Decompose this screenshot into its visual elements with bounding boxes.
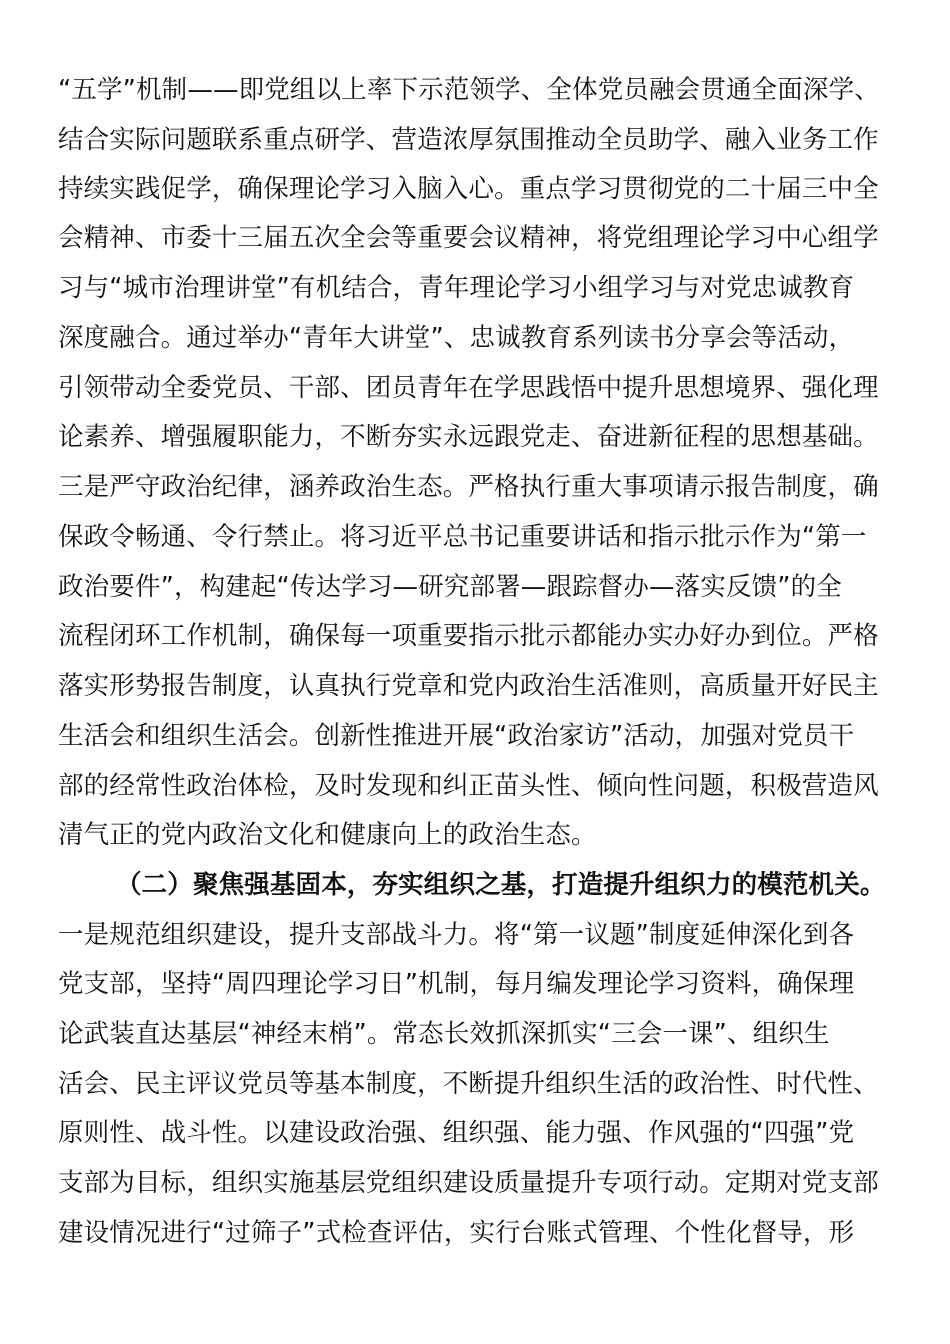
text-line: 会精神、市委十三届五次全会等重要会议精神，将党组理论学习中心组学 [58,223,879,253]
text-line: 建设情况进行“过筛子”式检查评估，实行台账式管理、个性化督导，形 [58,1218,855,1248]
text-line: 引领带动全委党员、干部、团员青年在学思践悟中提升思想境界、强化理 [58,373,879,403]
text-line: 论武装直达基层“神经末梢”。常态长效抓深抓实“三会一课”、组织生 [58,1019,830,1049]
text-line: 党支部，坚持“周四理论学习日”机制，每月编发理论学习资料，确保理 [58,969,855,999]
text-line: 政治要件”，构建起“传达学习—研究部署—跟踪督办—落实反馈”的全 [58,572,842,602]
text-line: 保政令畅通、令行禁止。将习近平总书记重要讲话和指示批示作为“第一 [58,522,867,552]
text-line: “五学”机制——即党组以上率下示范领学、全体党员融会贯通全面深学、 [58,75,880,105]
text-line: 生活会和组织生活会。创新性推进开展“政治家访”活动，加强对党员干 [58,721,855,751]
text-line: 部的经常性政治体检，及时发现和纠正苗头性、倾向性问题，积极营造风 [58,771,879,801]
section-heading: （二）聚焦强基固本，夯实组织之基，打造提升组织力的模范机关。 [116,870,886,900]
text-line: 持续实践促学，确保理论学习入脑入心。重点学习贯彻党的二十届三中全 [58,174,879,204]
text-line: 清气正的党内政治文化和健康向上的政治生态。 [58,820,597,850]
text-line: 习与“城市治理讲堂”有机结合，青年理论学习小组学习与对党忠诚教育 [58,273,855,303]
text-line: 三是严守政治纪律，涵养政治生态。严格执行重大事项请示报告制度，确 [58,472,879,502]
text-line: 流程闭环工作机制，确保每一项重要指示批示都能办实办好办到位。严格 [58,621,879,651]
text-line: 支部为目标，组织实施基层党组织建设质量提升专项行动。定期对党支部 [58,1168,879,1198]
text-line: 结合实际问题联系重点研学、营造浓厚氛围推动全员助学、融入业务工作 [58,125,879,155]
text-line: 一是规范组织建设，提升支部战斗力。将“第一议题”制度延伸深化到各 [58,920,855,950]
text-line: 活会、民主评议党员等基本制度，不断提升组织生活的政治性、时代性、 [58,1069,879,1099]
text-line: 落实形势报告制度，认真执行党章和党内政治生活准则，高质量开好民主 [58,671,879,701]
text-line: 原则性、战斗性。以建设政治强、组织强、能力强、作风强的“四强”党 [58,1118,855,1148]
text-line: 深度融合。通过举办“青年大讲堂”、忠诚教育系列读书分享会等活动， [58,323,855,353]
text-line: 论素养、增强履职能力，不断夯实永远跟党走、奋进新征程的思想基础。 [58,422,879,452]
